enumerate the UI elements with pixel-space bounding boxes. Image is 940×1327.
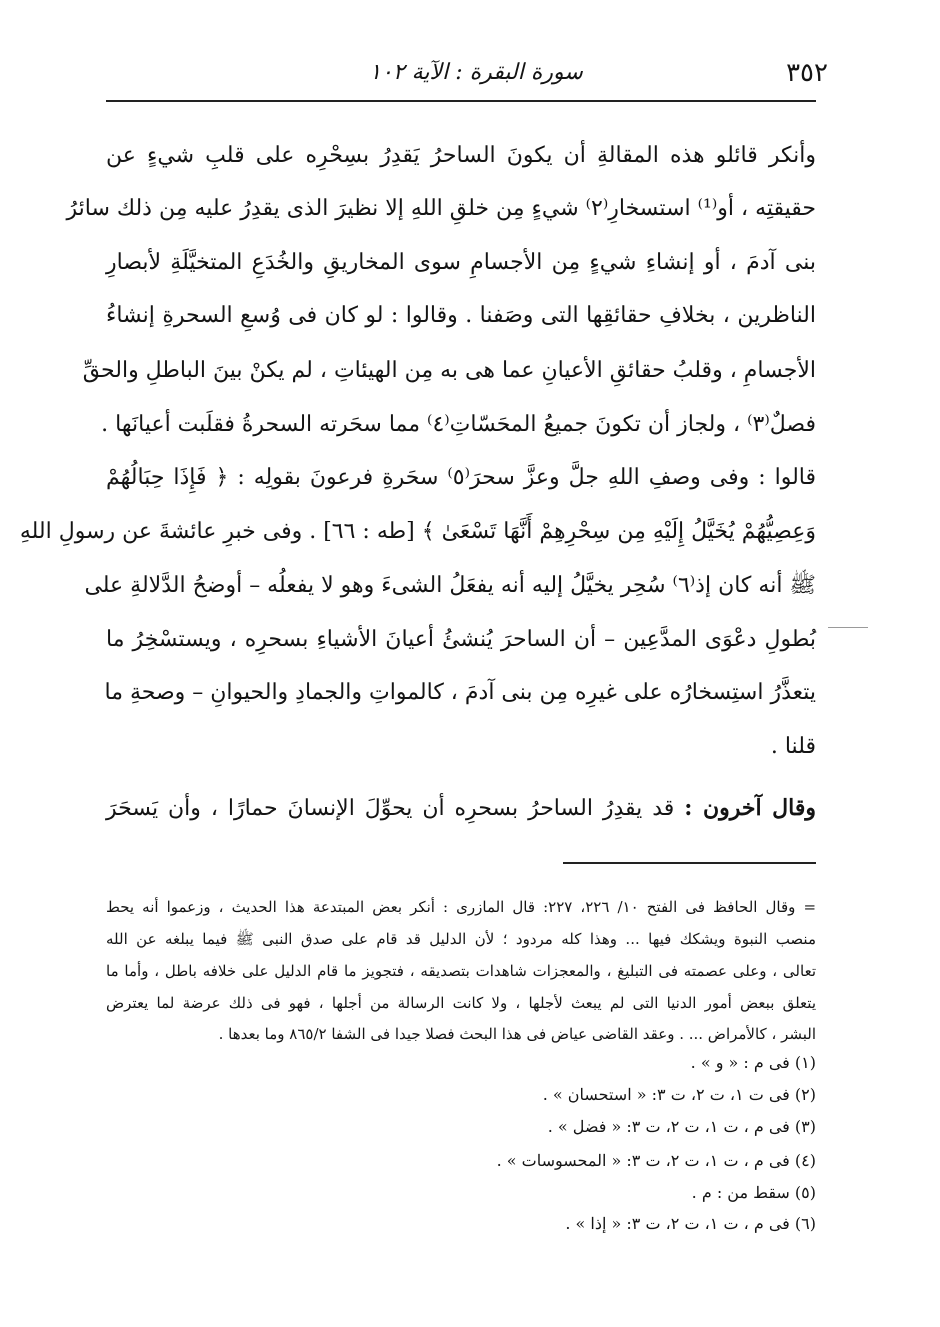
body-line: حقيقتِه ، أو⁽¹⁾ استسخارِ⁽٢⁾ شيءٍ مِن خلقِ اللهِ إلا نظيرَ الذى يقدِرُ عليه مِن ذلك سائرُ <box>66 196 816 221</box>
body-line: بنى آدمَ ، أو إنشاءِ شيءٍ مِن الأجسامِ سوى المخاريقِ والخُدَعِ المتخيَّلَةِ لأبصارِ <box>106 250 816 275</box>
margin-mark <box>828 627 868 628</box>
footnote-2: (٢) فى ت ١، ت ٢، ت ٣: « استحسان » . <box>542 1085 816 1104</box>
footnote-continuation-line: البشر ، كالأمراض ... . وعقد القاضى عياض فى هذا البحث فصلا جيدا فى الشفا ٨٦٥/٢ وما بعدها . <box>218 1025 816 1043</box>
footnote-6: (٦) فى م ، ت ١، ت ٢، ت ٣: « إذا » . <box>565 1214 816 1233</box>
body-line: الناظرين ، بخلافِ حقائقِها التى وصَفنا . وقالوا : لو كان فى وُسعِ السحرةِ إنشاءُ <box>106 303 816 328</box>
body-line: قلنا . <box>770 734 816 759</box>
footnote-continuation-line: = وقال الحافظ فى الفتح ١٠/ ٢٢٦، ٢٢٧: قال المازرى : أنكر بعض المبتدعة هذا الحديث ، وزعموا أنه يحط <box>106 898 817 916</box>
footnote-continuation-line: يتعلق ببعض أمور الدنيا التى لم يبعث لأجلها ، ولا كانت الرسالة من أجلها ، فهو فى ذلك عرضة لما يعترض <box>106 994 816 1012</box>
header-rule <box>106 100 816 102</box>
body-line: ﷺ أنه كان إذ⁽٦⁾ سُحِر يخيَّلُ إليه أنه يفعَلُ الشىءَ وهو لا يفعلُه – أوضحُ الدَّلالةِ على <box>84 573 816 598</box>
body-line: قالوا : وفى وصفِ اللهِ جلَّ وعزَّ سحرَ⁽٥⁾ سحَرةِ فرعونَ بقولِه : ﴿ فَإِذَا حِبَالُهُمْ <box>106 465 816 490</box>
body-line: بُطولِ دعْوَى المدَّعِين – أن الساحرَ يُنشئُ أعيانَ الأشياءِ بسحرِه ، ويستسْخِرُ ما <box>106 627 816 652</box>
footnote-continuation-line: منصب النبوة ويشكك فيها ... وهذا كله مردود ؛ لأن الدليل قد قام على صدق النبى ﷺ فيما يبلغه عن الله <box>106 930 816 948</box>
footnote-continuation-line: تعالى ، وعلى عصمته فى التبليغ ، والمعجزات شاهدات بتصديقه ، فتجويز ما قام الدليل على خلافه باطل ، وأما ما <box>106 962 816 980</box>
footnote-5: (٥) سقط من : م . <box>691 1183 816 1202</box>
body-line: وَعِصِيُّهُمْ يُخَيَّلُ إِلَيْهِ مِن سِحْرِهِمْ أَنَّهَا تَسْعَىٰ ﴾ [طه : ٦٦] . وفى خبرِ عائشةَ عن رسولِ اللهِ <box>19 519 816 544</box>
body-line: فصلٌ⁽٣⁾ ، ولجاز أن تكونَ جميعُ المحَسّاتِ⁽٤⁾ مما سحَرته السحرةُ فقلَبت أعيانَها . <box>101 412 816 437</box>
body-line: يتعذَّرُ استِسخارُه على غيرِه مِن بنى آدمَ ، كالمواتِ والجمادِ والحيوانِ – وصحةِ ما <box>104 680 816 705</box>
footnote-rule <box>563 862 816 864</box>
paragraph-lead: وقال آخرون : <box>684 795 816 821</box>
paragraph-text: قد يقدِرُ الساحرُ بسحرِه أن يحوِّلَ الإنسانَ حمارًا ، وأن يَسحَرَ <box>106 796 685 821</box>
footnote-3: (٣) فى م ، ت ١، ت ٢، ت ٣: « فضل » . <box>547 1117 816 1136</box>
footnote-4: (٤) فى م ، ت ١، ت ٢، ت ٣: « المحسوسات » . <box>496 1151 816 1170</box>
body-line: الأجسامِ ، وقلبُ حقائقِ الأعيانِ عما هى به مِن الهيئاتِ ، لم يكنْ بينَ الباطلِ والحقِّ <box>82 358 816 383</box>
page-number: ٣٥٢ <box>786 58 828 88</box>
paragraph-line <box>106 786 816 830</box>
body-line: وأنكر قائلو هذه المقالةِ أن يكونَ الساحرُ يَقدِرُ بسِحْرِه على قلبِ شيءٍ عن <box>106 143 816 168</box>
running-title: سورة البقرة : الآية ١٠٢ <box>369 60 583 85</box>
footnote-1: (١) فى م : « و » . <box>690 1053 816 1072</box>
